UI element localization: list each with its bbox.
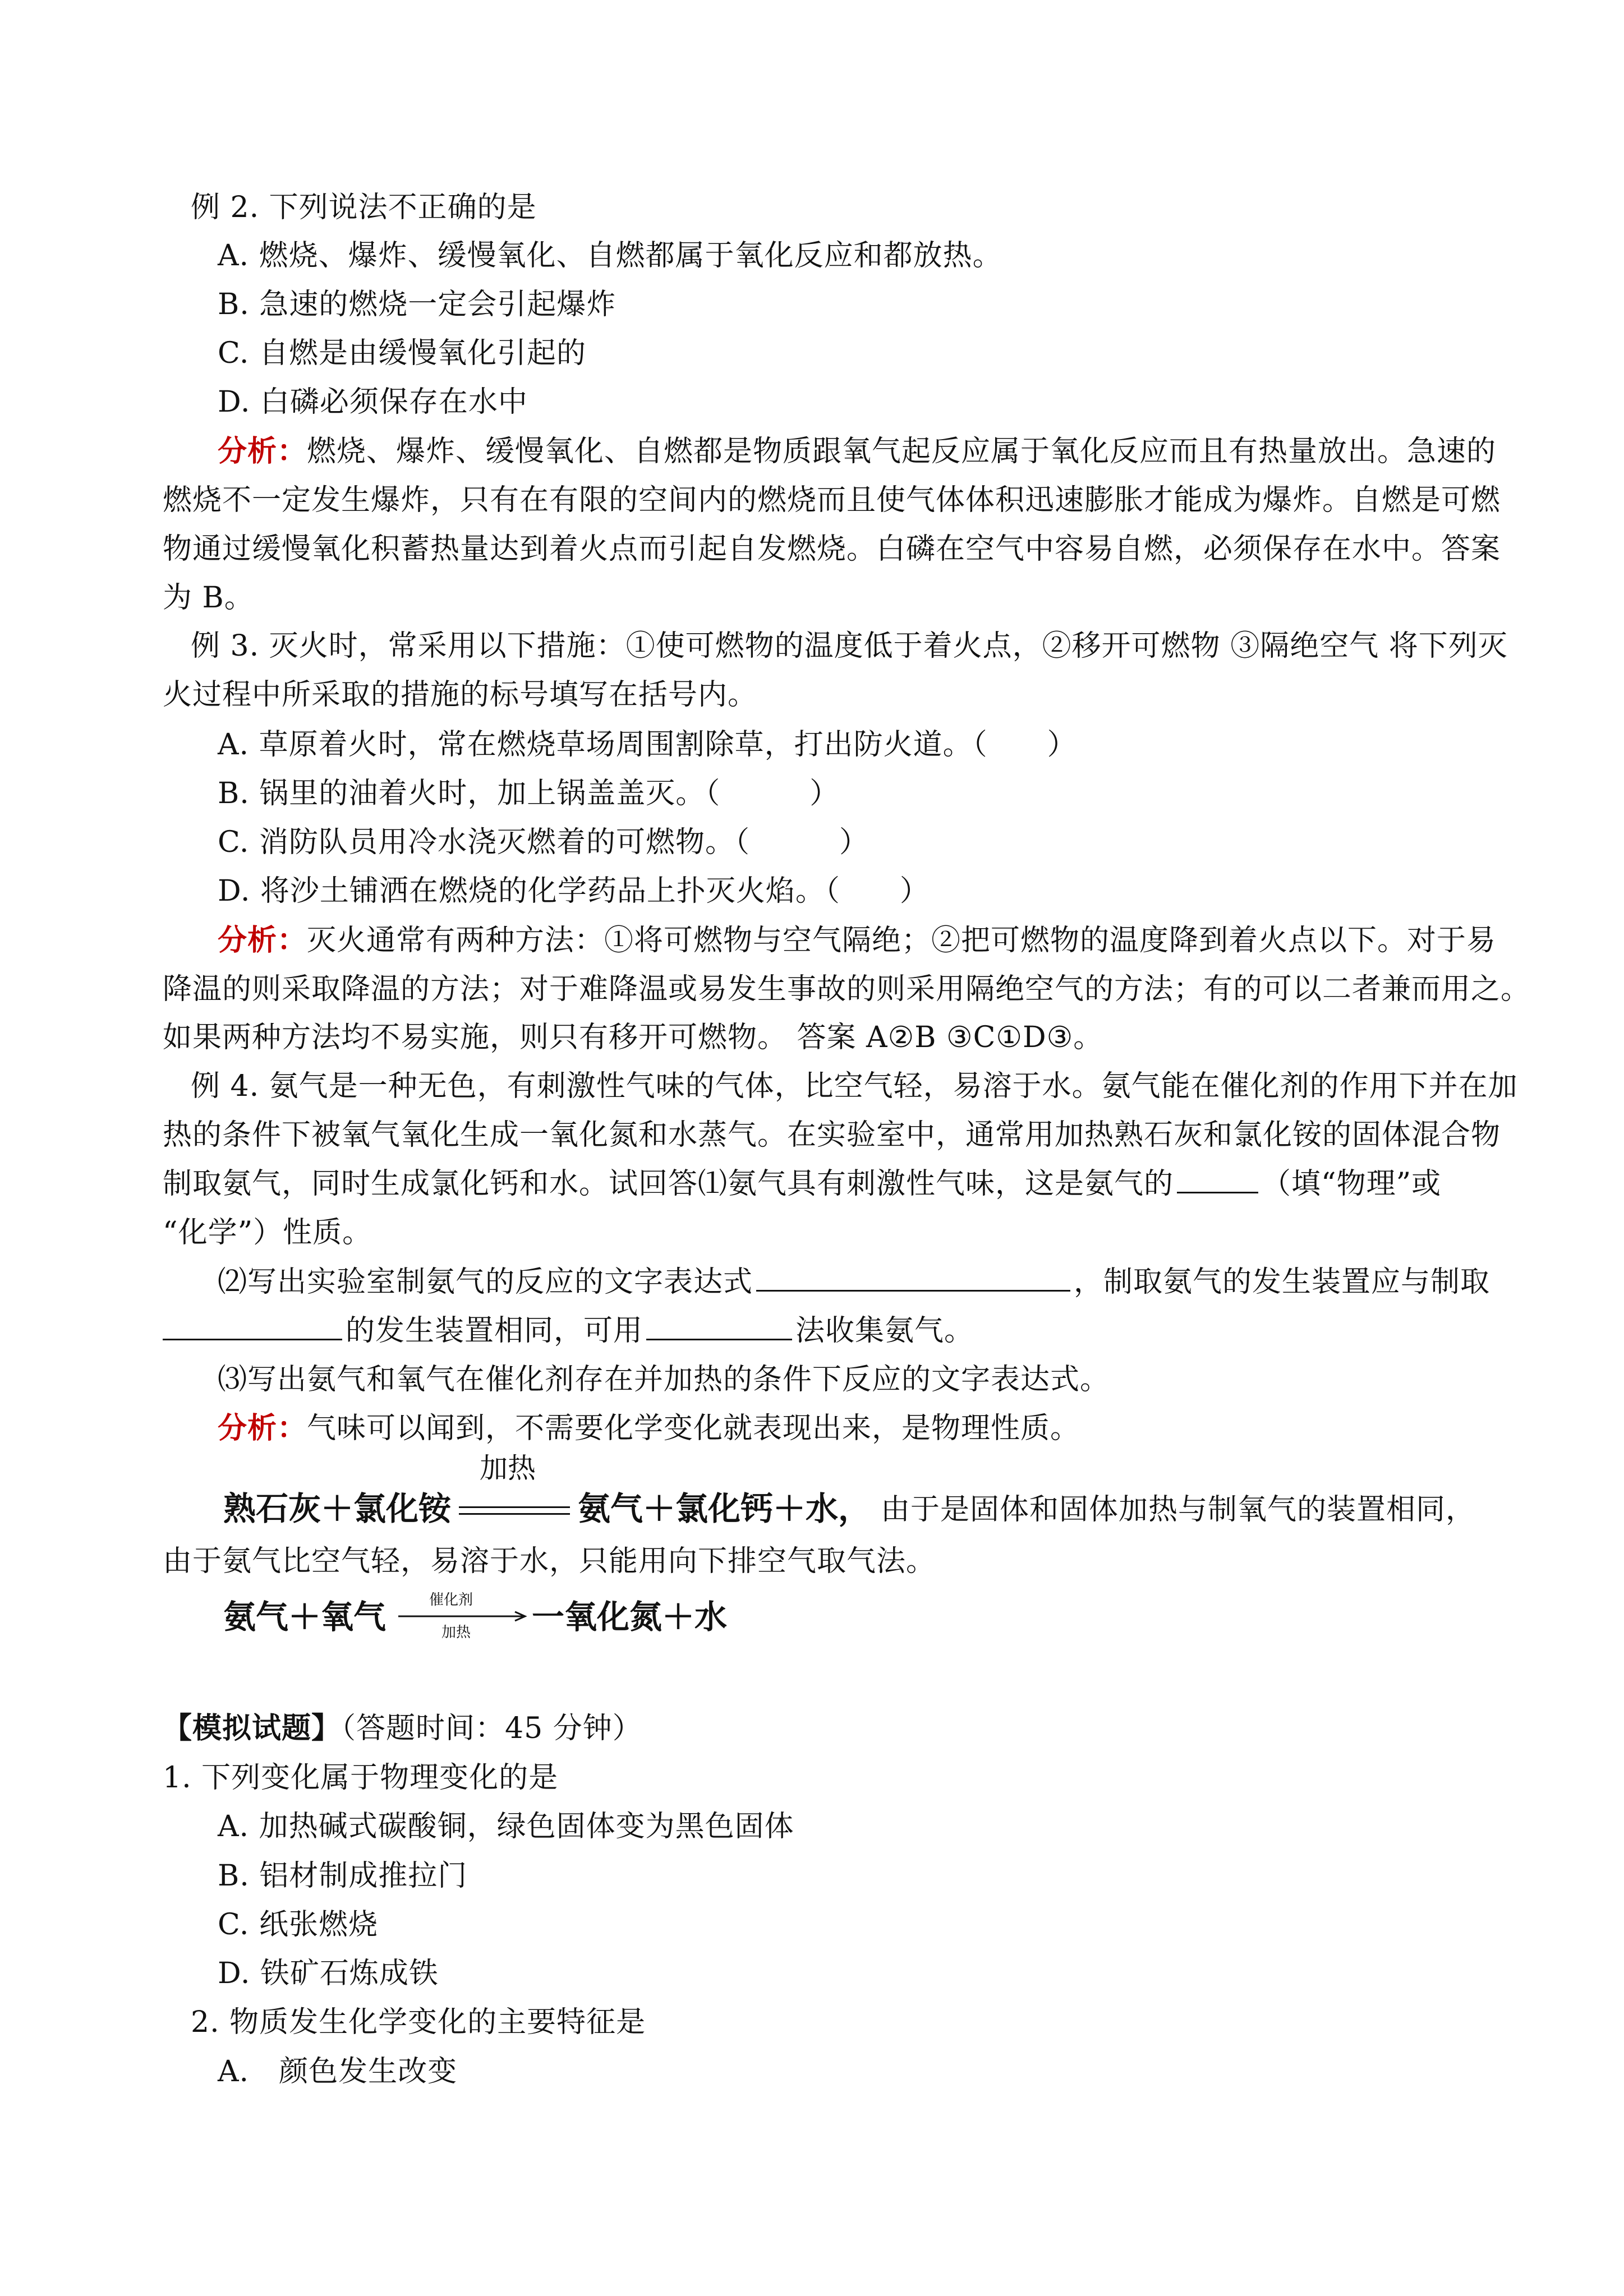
equation-1-tail: 由于是固体和固体加热与制氧气的装置相同， (881, 1493, 1476, 1527)
analysis-label: 分析： (218, 434, 307, 468)
ex2-option-c: C. 自燃是由缓慢氧化引起的 (218, 336, 586, 370)
answer-blank (163, 1314, 342, 1340)
ex4-q2-line-1 (218, 1264, 1490, 1300)
ex3-option-d: D. 将沙土铺洒在燃烧的化学药品上扑灭火焰。（ ） (218, 874, 930, 908)
ex4-line-3 (163, 1166, 1441, 1202)
mock-q1-option-a: A. 加热碱式碳酸铜，绿色固体变为黑色固体 (218, 1810, 794, 1843)
equation-2-catalyst: 催化剂 (429, 1592, 473, 1608)
equation-1-condition: 加热 (480, 1452, 536, 1484)
mock-q1-option-c: C. 纸张燃烧 (218, 1908, 378, 1942)
mock-time: （答题时间：45 分钟） (341, 1712, 642, 1745)
ex3-question-line-1: 例 3. 灭火时，常采用以下措施：①使可燃物的温度低于着火点，②移开可燃物 ③隔绝空气 将下列灭 (191, 629, 1508, 663)
ex4-q2-text-2: 的发生装置相同，可用 (346, 1314, 643, 1348)
analysis-label: 分析： (218, 1411, 307, 1445)
ex3-analysis-line-1 (218, 923, 1496, 958)
ex2-analysis-line-3: 物通过缓慢氧化积蓄热量达到着火点而引起自发燃烧。白磷在空气中容易自燃，必须保存在水中。答案 (163, 532, 1501, 566)
mock-q1-option-b: B. 铝材制成推拉门 (218, 1859, 468, 1893)
ex3-analysis-line-2: 降温的则采取降温的方法；对于难降温或易发生事故的则采用隔绝空气的方法；有的可以二者兼而用之。 (163, 972, 1531, 1006)
ex2-analysis-line-1 (218, 434, 1496, 469)
ex4-analysis-line-3: 由于氨气比空气轻，易溶于水，只能用向下排空气取气法。 (163, 1545, 936, 1578)
mock-q2: 2. 物质发生化学变化的主要特征是 (191, 2005, 646, 2039)
ex2-question: 例 2. 下列说法不正确的是 (191, 191, 537, 224)
ex3-option-b: B. 锅里的油着火时，加上锅盖盖灭。（ ） (218, 777, 840, 810)
equation-1-right: 氨气＋氯化钙＋水， (578, 1490, 871, 1528)
mock-heading-line (163, 1711, 642, 1746)
equation-1-equals-bottom (459, 1513, 570, 1515)
reaction-arrow-icon (398, 1611, 530, 1622)
ex4-line-3-tail: （填“物理”或 (1262, 1167, 1442, 1201)
mock-q1: 1. 下列变化属于物理变化的是 (163, 1761, 559, 1795)
analysis-label: 分析： (218, 923, 307, 957)
ex4-q3: ⑶写出氨气和氧气在催化剂存在并加热的条件下反应的文字表达式。 (218, 1363, 1110, 1396)
mock-q1-option-d: D. 铁矿石炼成铁 (218, 1957, 439, 1990)
ex3-question-line-2: 火过程中所采取的措施的标号填写在括号内。 (163, 678, 758, 712)
equation-1-equals-top (459, 1506, 570, 1508)
ex4-line-3-text: 制取氨气，同时生成氯化钙和水。试回答⑴氨气具有刺激性气味，这是氨气的 (163, 1167, 1174, 1201)
ex4-line-1: 例 4. 氨气是一种无色，有刺激性气味的气体，比空气轻，易溶于水。氨气能在催化剂的作用下并在加 (191, 1069, 1518, 1103)
analysis-text: 灭火通常有两种方法：①将可燃物与空气隔绝；②把可燃物的温度降到着火点以下。对于易 (307, 924, 1497, 957)
ex2-option-a: A. 燃烧、爆炸、缓慢氧化、自燃都属于氧化反应和都放热。 (218, 239, 1002, 273)
equation-2-heat: 加热 (441, 1624, 471, 1641)
ex4-analysis-line-1 (218, 1410, 1080, 1446)
mock-q2-option-a: A. 颜色发生改变 (218, 2055, 458, 2088)
answer-blank (756, 1265, 1070, 1292)
ex4-q2-text: ⑵写出实验室制氨气的反应的文字表达式 (218, 1265, 753, 1299)
ex2-analysis-line-4: 为 B。 (163, 581, 254, 615)
ex3-option-a: A. 草原着火时，常在燃烧草场周围割除草，打出防火道。（ ） (218, 728, 1077, 762)
ex4-q2-line-2 (163, 1313, 974, 1349)
ex3-analysis-line-3: 如果两种方法均不易实施，则只有移开可燃物。 答案 A②B ③C①D③。 (163, 1021, 1103, 1054)
answer-blank (1177, 1167, 1258, 1193)
mock-heading: 【模拟试题】 (163, 1711, 342, 1745)
equation-1-left: 熟石灰＋氯化铵 (223, 1490, 452, 1528)
ex4-q2-tail: ，制取氨气的发生装置应与制取 (1074, 1265, 1490, 1299)
analysis-text: 燃烧、爆炸、缓慢氧化、自燃都是物质跟氧气起反应属于氧化反应而且有热量放出。急速的 (307, 435, 1497, 468)
ex4-line-2: 热的条件下被氧气氧化生成一氧化氮和水蒸气。在实验室中，通常用加热熟石灰和氯化铵的固体混合物 (163, 1118, 1501, 1152)
analysis-text: 气味可以闻到，不需要化学变化就表现出来，是物理性质。 (307, 1412, 1080, 1445)
ex2-analysis-line-2: 燃烧不一定发生爆炸，只有在有限的空间内的燃烧而且使气体体积迅速膨胀才能成为爆炸。自燃是可燃 (163, 483, 1501, 517)
equation-2-right: 一氧化氮＋水 (532, 1598, 728, 1636)
ex4-line-4: “化学”）性质。 (163, 1216, 372, 1250)
answer-blank (646, 1314, 792, 1340)
ex2-option-d: D. 白磷必须保存在水中 (218, 385, 528, 419)
ex2-option-b: B. 急速的燃烧一定会引起爆炸 (218, 288, 617, 321)
ex3-option-c: C. 消防队员用冷水浇灭燃着的可燃物。（ ） (218, 826, 869, 859)
ex4-q2-tail-2: 法收集氨气。 (795, 1314, 974, 1348)
equation-2-left: 氨气＋氧气 (223, 1598, 387, 1636)
